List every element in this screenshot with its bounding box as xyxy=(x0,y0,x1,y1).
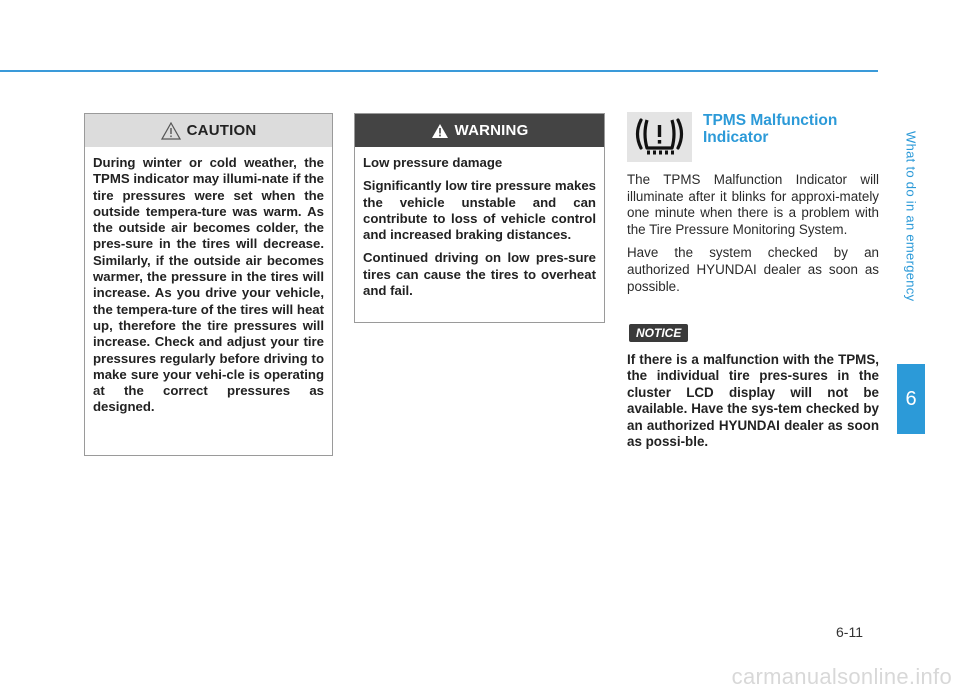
tpms-para-1: The TPMS Malfunction Indicator will illuminate after it blinks for approxi-mately one minute when there is a problem with the Tire Pressure Monitoring System. xyxy=(627,172,879,237)
tpms-para-2: Have the system checked by an authorized HYUNDAI dealer as soon as possible. xyxy=(627,245,879,294)
header-rule xyxy=(0,70,878,72)
warning-para-1: Significantly low tire pressure makes the vehicle unstable and can contribute to loss of vehicle control and increased braking distances. xyxy=(363,178,596,243)
caution-triangle-icon xyxy=(161,122,181,140)
warning-header xyxy=(355,114,604,147)
warning-heading: Low pressure damage xyxy=(363,155,503,170)
notice-badge: NOTICE xyxy=(629,324,688,342)
section-title: TPMS Malfunction Indicator xyxy=(703,112,838,146)
caution-box xyxy=(84,113,333,456)
tpms-description xyxy=(627,172,879,302)
warning-triangle-icon xyxy=(431,123,449,139)
section-label: What to do in an emergency xyxy=(903,130,919,302)
notice-text: If there is a malfunction with the TPMS, the individual tire pres-sures in the cluster LCD display will not be available. Have the sys-tem checked by an authorized HYUNDAI dealer as soon as possi-ble. xyxy=(627,352,879,450)
warning-para-2: Continued driving on low pres-sure tires can cause the tires to overheat and fail. xyxy=(363,250,596,299)
caution-header xyxy=(85,114,332,147)
watermark: carmanualsonline.info xyxy=(731,664,952,689)
caution-title: CAUTION xyxy=(186,122,257,139)
warning-title: WARNING xyxy=(454,122,529,139)
chapter-number-tab: 6 xyxy=(897,364,925,434)
caution-body: During winter or cold weather, the TPMS indicator may illumi-nate if the tire pressures were set when the outside tempera-ture was warm. As the outside air becomes colder, the pres-sure in the tires will decrease. Similarly, if the outside air becomes warmer, the pressure in the tires will increase. As you drive your vehicle, the tempera-ture of the tires will heat up, therefore the tire pressures will increase. Check and adjust your tire pressures regularly before driving to make sure your vehi-cle is operating at the correct pressures as designed. xyxy=(93,155,324,415)
tpms-malfunction-icon xyxy=(627,112,692,162)
warning-box xyxy=(354,113,605,323)
page-number: 6-11 xyxy=(836,624,863,640)
